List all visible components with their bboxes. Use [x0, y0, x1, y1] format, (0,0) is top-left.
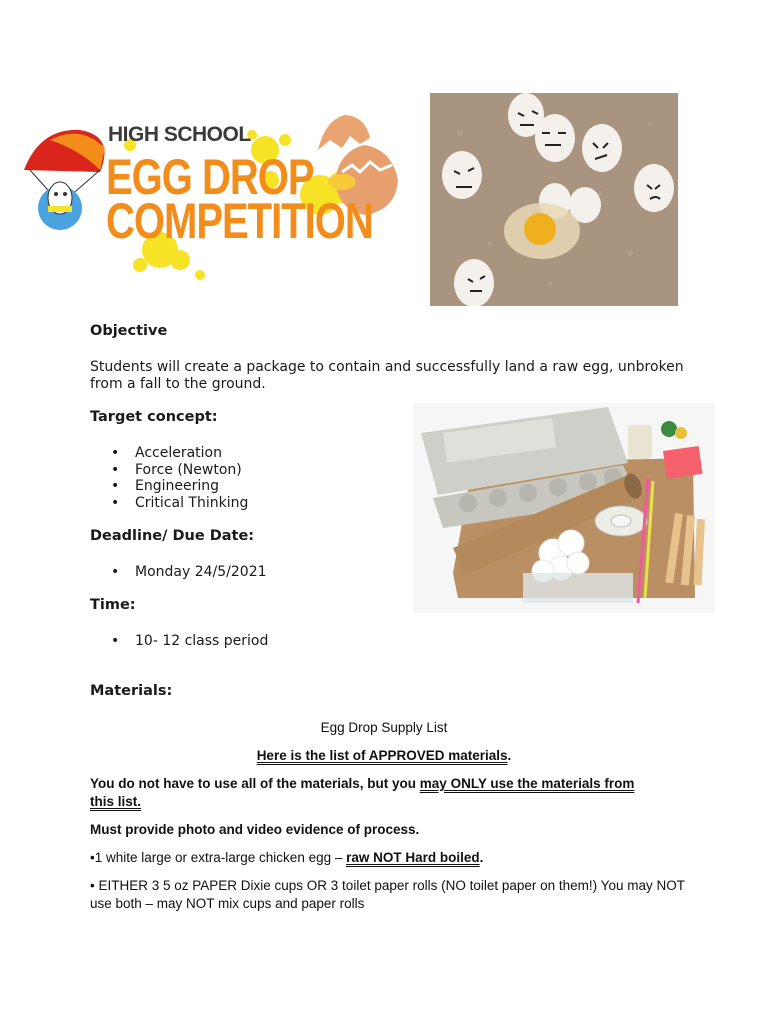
list-item: • Critical Thinking: [90, 495, 390, 512]
logo-title-line-1: EGG DROP: [106, 150, 314, 205]
list-item: • 10- 12 class period: [90, 633, 390, 650]
logo-subtitle: HIGH SCHOOL: [108, 123, 251, 146]
supply-item-egg-text: •1 white large or extra-large chicken egg –: [90, 850, 347, 865]
supply-item-cups: • EITHER 3 5 oz PAPER Dixie cups OR 3 toilet paper rolls (NO toilet paper on them!) You may NOT use both – may NOT mix cups and paper rolls: [90, 878, 685, 911]
list-item: • Acceleration: [90, 445, 390, 462]
materials-note: [90, 775, 660, 811]
materials-note-emphasis: may ONLY use the materials from this list.: [90, 776, 635, 809]
approved-materials-period: .: [507, 748, 512, 763]
target-concept-heading: Target concept:: [90, 409, 218, 425]
materials-photo: [413, 403, 715, 613]
objective-heading: Objective: [90, 323, 168, 339]
list-item: • Force (Newton): [90, 462, 390, 479]
evidence-requirement: Must provide photo and video evidence of process.: [90, 822, 420, 837]
time-list: [90, 633, 390, 650]
approved-materials-text: Here is the list of APPROVED materials: [256, 748, 508, 763]
approved-materials-line: [0, 747, 768, 765]
time-heading: Time:: [90, 597, 136, 613]
materials-heading: Materials:: [90, 683, 173, 699]
supply-item-egg-period: .: [479, 850, 484, 865]
list-item: • Monday 24/5/2021: [90, 564, 390, 581]
supply-item-egg-emphasis: raw NOT Hard boiled: [346, 850, 480, 865]
deadline-list: [90, 564, 390, 581]
egg-drop-logo: [20, 110, 410, 290]
deadline-heading: Deadline/ Due Date:: [90, 528, 255, 544]
list-item: • Engineering: [90, 478, 390, 495]
supply-item-egg: [90, 849, 690, 867]
eggs-with-faces-photo: [430, 93, 678, 306]
materials-note-start: You do not have to use all of the materials, but you: [90, 776, 420, 791]
logo-title-line-2: COMPETITION: [106, 194, 373, 249]
supply-list-title: Egg Drop Supply List: [320, 720, 448, 735]
materials-photo-artwork: [413, 403, 715, 613]
eggs-photo-artwork: [430, 93, 678, 306]
objective-text: Students will create a package to contain and successfully land a raw egg, unbroken from a fall to the ground.: [90, 359, 684, 392]
target-concept-list: [90, 445, 390, 511]
